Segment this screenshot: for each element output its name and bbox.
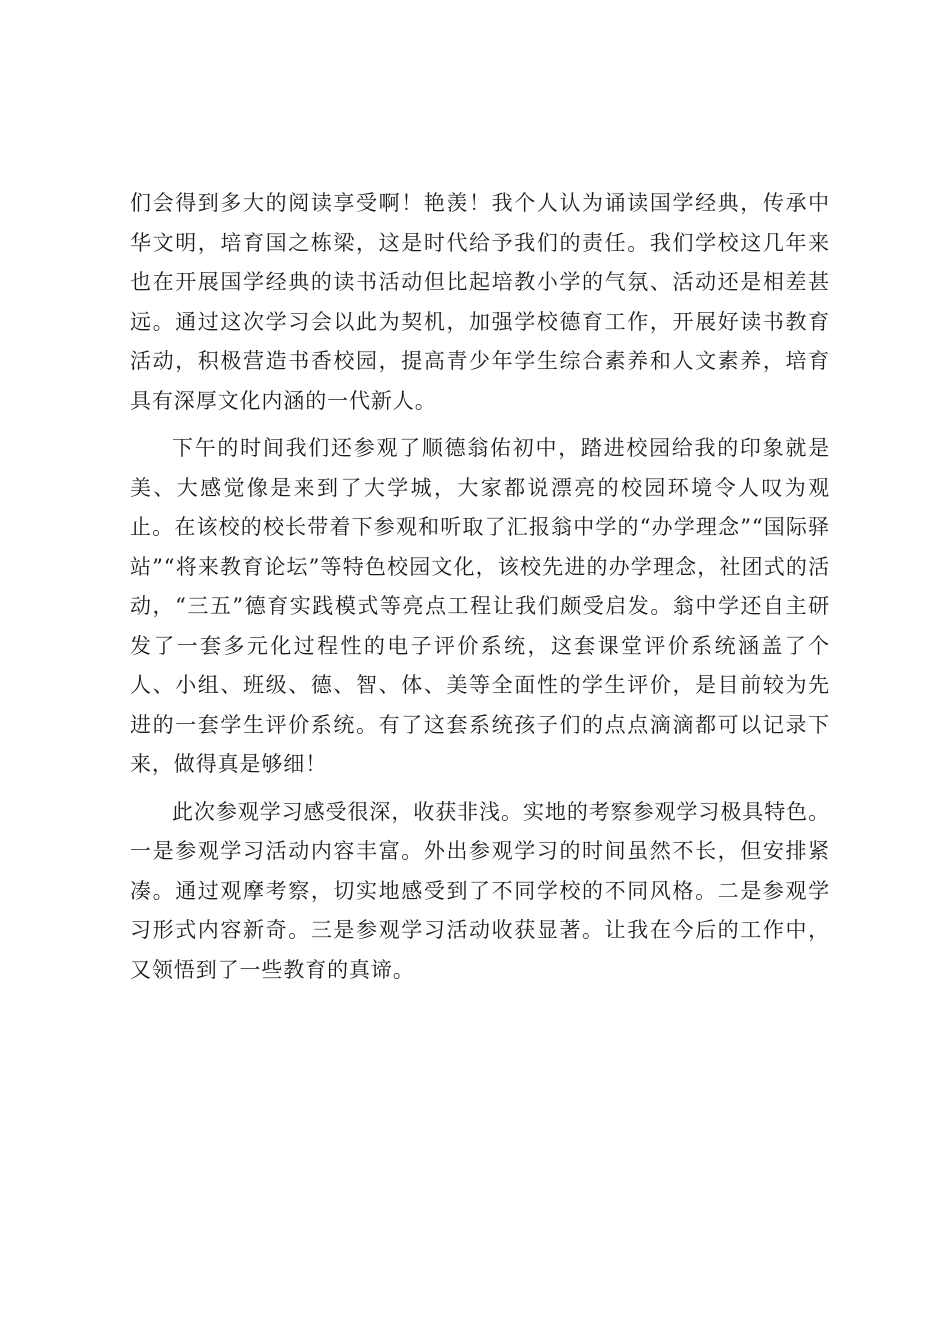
paragraph-1: 们会得到多大的阅读享受啊！艳羡！我个人认为诵读国学经典，传承中华文明，培育国之栋梁，这是时代给予我们的责任。我们学校这几年来也在开展国学经典的读书活动但比起培教小学的气氛、活动还是相差甚远。通过这次学习会以此为契机，加强学校德育工作，开展好读书教育活动，积极营造书香校园，提高青少年学生综合素养和人文素养，培育具有深厚文化内涵的一代新人。 <box>130 191 830 413</box>
document-body <box>130 184 830 990</box>
paragraph-2: 下午的时间我们还参观了顺德翁佑初中，踏进校园给我的印象就是美、大感觉像是来到了大学城，大家都说漂亮的校园环境令人叹为观止。在该校的校长带着下参观和听取了汇报翁中学的“办学理念”“国际驿站”“将来教育论坛”等特色校园文化，该校先进的办学理念，社团式的活动，“三五”德育实践模式等亮点工程让我们颇受启发。翁中学还自主研发了一套多元化过程性的电子评价系统，这套课堂评价系统涵盖了个人、小组、班级、德、智、体、美等全面性的学生评价，是目前较为先进的一套学生评价系统。有了这套系统孩子们的点点滴滴都可以记录下来，做得真是够细！ <box>130 436 830 776</box>
paragraph-3: 此次参观学习感受很深，收获非浅。实地的考察参观学习极具特色。一是参观学习活动内容丰富。外出参观学习的时间虽然不长，但安排紧凑。通过观摩考察，切实地感受到了不同学校的不同风格。二是参观学习形式内容新奇。三是参观学习活动收获显著。让我在今后的工作中，又领悟到了一些教育的真谛。 <box>130 799 830 982</box>
